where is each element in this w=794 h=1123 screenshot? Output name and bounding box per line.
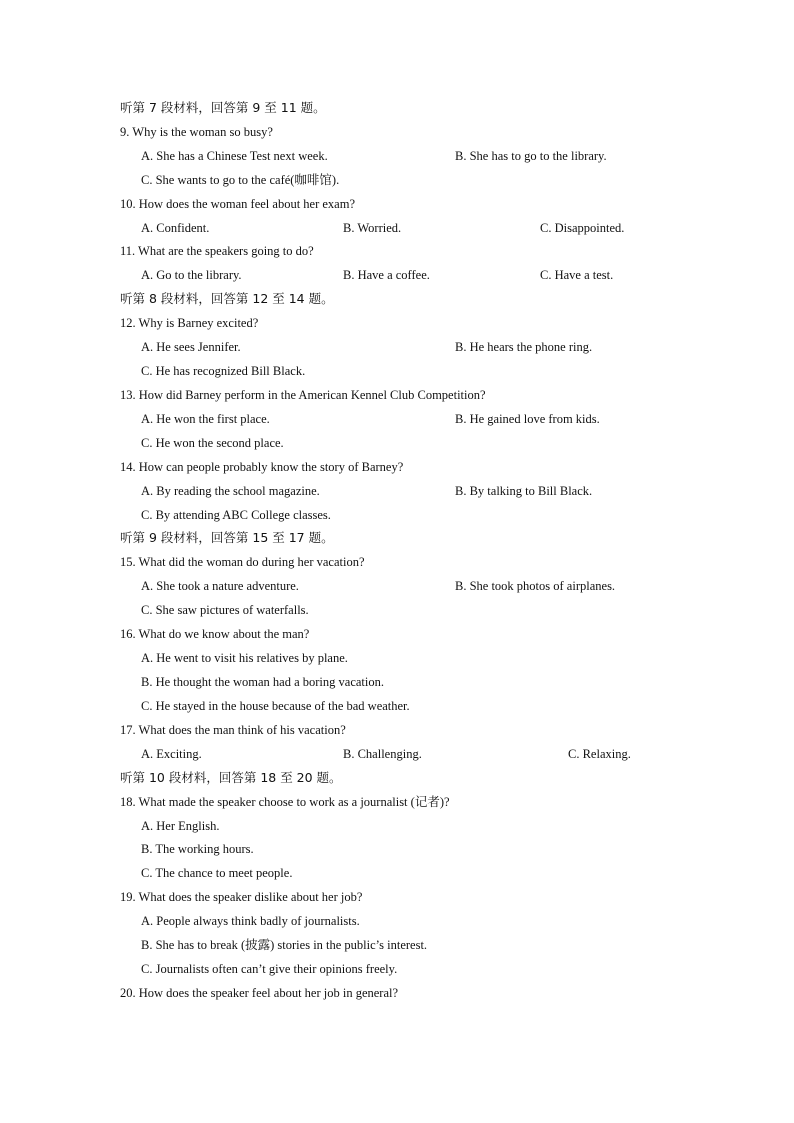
question-stem: 17. What does the man think of his vacation? [120,723,346,737]
option-b: B. Have a coffee. [343,268,430,282]
question-stem: 10. How does the woman feel about her exam? [120,197,355,211]
question-stem: 19. What does the speaker dislike about her job? [120,890,363,904]
option-c: C. Journalists often can’t give their opinions freely. [141,962,398,976]
option-b: B. She took photos of airplanes. [455,579,616,593]
option-a: A. She took a nature adventure. [141,579,299,593]
option-b: B. He thought the woman had a boring vacation. [141,675,384,689]
question-stem: 18. What made the speaker choose to work as a journalist (记者)? [120,795,450,809]
section-header: 听第 10 段材料，回答第 18 至 20 题。 [120,770,342,785]
option-c: C. She wants to go to the café(咖啡馆). [141,173,340,187]
option-b: B. Worried. [343,221,402,235]
option-b: B. Challenging. [343,747,422,761]
option-a: A. He sees Jennifer. [141,340,241,354]
option-a: A. By reading the school magazine. [141,484,320,498]
option-a: A. He went to visit his relatives by plane. [141,651,348,665]
option-c: C. Disappointed. [540,221,625,235]
option-a: A. Her English. [141,819,220,833]
option-c: C. She saw pictures of waterfalls. [141,603,309,617]
question-stem: 16. What do we know about the man? [120,627,310,641]
question-stem: 12. Why is Barney excited? [120,316,259,330]
option-c: C. By attending ABC College classes. [141,508,331,522]
question-stem: 15. What did the woman do during her vacation? [120,555,365,569]
section-header: 听第 7 段材料，回答第 9 至 11 题。 [120,100,326,115]
option-a: A. Confident. [141,221,210,235]
option-b: B. He hears the phone ring. [455,340,593,354]
option-a: A. Exciting. [141,747,202,761]
option-b: B. She has to go to the library. [455,149,607,163]
option-a: A. He won the first place. [141,412,270,426]
option-a: A. She has a Chinese Test next week. [141,149,328,163]
option-b: B. He gained love from kids. [455,412,600,426]
option-a: A. Go to the library. [141,268,242,282]
option-c: C. The chance to meet people. [141,866,293,880]
section-header: 听第 9 段材料，回答第 15 至 17 题。 [120,530,334,545]
option-c: C. Relaxing. [568,747,631,761]
option-c: C. He has recognized Bill Black. [141,364,306,378]
question-stem: 9. Why is the woman so busy? [120,125,273,139]
question-stem: 20. How does the speaker feel about her job in general? [120,986,399,1000]
option-b: B. By talking to Bill Black. [455,484,593,498]
question-stem: 14. How can people probably know the story of Barney? [120,460,404,474]
option-c: C. He stayed in the house because of the bad weather. [141,699,410,713]
option-a: A. People always think badly of journalists. [141,914,360,928]
section-header: 听第 8 段材料，回答第 12 至 14 题。 [120,291,334,306]
option-c: C. He won the second place. [141,436,284,450]
option-c: C. Have a test. [540,268,614,282]
option-b: B. The working hours. [141,842,254,856]
question-stem: 13. How did Barney perform in the American Kennel Club Competition? [120,388,486,402]
question-stem: 11. What are the speakers going to do? [120,244,314,258]
option-b: B. She has to break (披露) stories in the public’s interest. [141,938,428,952]
